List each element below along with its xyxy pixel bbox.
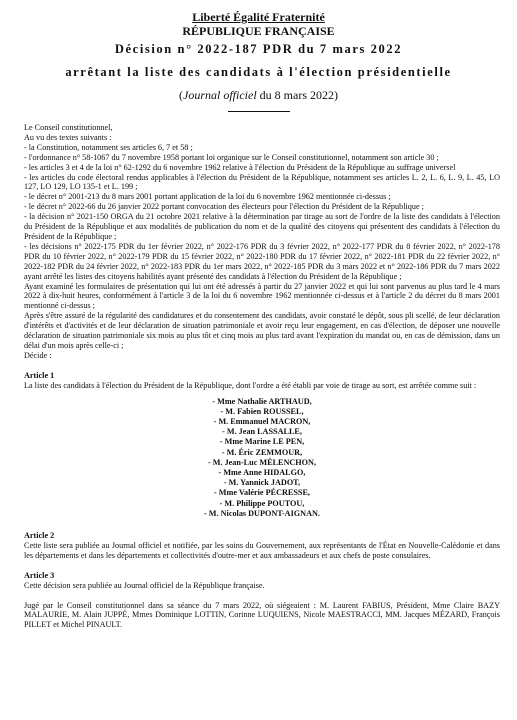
text-reference: - les articles 3 et 4 de la loi n° 62-1292 du 6 novembre 1962 relative à l'élection du Président de la République au suffrage universel bbox=[24, 162, 456, 172]
decides-line: Décide : bbox=[24, 350, 52, 360]
candidate-item: - Mme Marine LE PEN, bbox=[219, 437, 305, 447]
candidate-item: - M. Jean LASSALLE, bbox=[222, 427, 302, 437]
decision-title: Décision n° 2022-187 PDR du 7 mars 2022 bbox=[114, 42, 403, 56]
journal-date: du 8 mars 2022) bbox=[256, 88, 338, 102]
council-line: Le Conseil constitutionnel, bbox=[24, 123, 113, 132]
article-2-title: Article 2 bbox=[24, 531, 55, 540]
text-reference: - la Constitution, notamment ses articles 6, 7 et 58 ; bbox=[24, 142, 193, 152]
article-1-title: Article 1 bbox=[24, 370, 55, 380]
assured-paragraph: Après s'être assuré de la régularité des candidatures et du consentement des candidats, avoir constaté le dépôt, sous pli scellé, de leur déclaration d'intérêts et d'activités et de leur déclaration de situation patrimoniale et avoir reçu leur engagement, en cas d'élection, de déposer une nouvelle déclaration de situation patrimoniale six mois au plus tôt et cinq mois au plus tard avant l'expiration du mandat ou, en cas de démission, dans un délai d'un mois après celle-ci ; bbox=[24, 311, 500, 350]
republic-name: RÉPUBLIQUE FRANÇAISE bbox=[182, 24, 335, 38]
journal-name: Journal officiel bbox=[183, 88, 257, 102]
article-3-title: Article 3 bbox=[24, 570, 55, 580]
text-reference: - la décision n° 2021-150 ORGA du 21 octobre 2021 relative à la détermination par tirage au sort de l'ordre de la liste des candidats à l'élection du Président de la République et aux modalités de publication du nom et de la qualité des citoyens qui présentent des candidats à l'élection du Président de la République ; bbox=[24, 212, 500, 241]
seen-line: Au vu des textes suivants : bbox=[24, 132, 112, 142]
republic-motto: Liberté Égalité Fraternité bbox=[192, 10, 325, 24]
candidate-item: - Mme Valérie PÉCRESSE, bbox=[214, 488, 310, 498]
text-reference: - les décisions n° 2022-175 PDR du 1er février 2022, n° 2022-176 PDR du 3 février 2022, n° 2022-177 PDR du 8 février 2022, n° 2022-178 PDR du 10 février 2022, n° 2022-179 PDR du 15 février 2022, n° 2022-180 PDR du 17 février 2022, n° 2022-181 PDR du 22 février 2022, n° 2022-182 PDR du 24 février 2022, n° 2022-183 PDR du 1er mars 2022, n° 2022-185 PDR du 3 mars 2022 et n° 2022-186 PDR du 7 mars 2022 ayant arrêté les listes des citoyens habilités ayant présenté des candidats à l'élection du Président de la République ; bbox=[24, 241, 500, 281]
candidate-item: - M. Jean-Luc MÉLENCHON, bbox=[207, 457, 317, 467]
candidate-item: - Mme Nathalie ARTHAUD, bbox=[212, 396, 312, 406]
candidate-item: - M. Philippe POUTOU, bbox=[219, 498, 305, 508]
document-body bbox=[24, 123, 500, 630]
candidate-item: - Mme Anne HIDALGO, bbox=[218, 467, 306, 477]
candidate-item: - M. Fabien ROUSSEL, bbox=[220, 406, 304, 416]
document-header bbox=[0, 10, 517, 112]
candidate-item: - M. Nicolas DUPONT-AIGNAN. bbox=[204, 508, 320, 518]
examined-paragraph: Ayant examiné les formulaires de présentation qui lui ont été adressés à partir du 27 janvier 2022 et qui lui sont parvenus au plus tard le 4 mars 2022 à dix-huit heures, conformément à l'article 3 de la loi du 6 novembre 1962 mentionnée ci-dessus et à l'article 2 du décret du 8 mars 2001 mentionné ci-dessus ; bbox=[24, 281, 500, 311]
article-2-text: Cette liste sera publiée au Journal officiel et notifiée, par les soins du Gouvernement, aux représentants de l'État en Nouvelle-Calédonie et dans les départements et dans les départements et collectivités d'outre-mer et aux ambassadeurs et aux chefs de poste consulaires. bbox=[24, 540, 500, 560]
candidate-item: - M. Éric ZEMMOUR, bbox=[221, 447, 303, 457]
header-divider bbox=[228, 111, 290, 112]
signature-paragraph: Jugé par le Conseil constitutionnel dans sa séance du 7 mars 2022, où siégeaient : M. Laurent FABIUS, Président, Mme Claire BAZY MALAURIE, M. Alain JUPPÉ, Mmes Dominique LOTTIN, Corinne LUQUIENS, Nicole MAESTRACCI, MM. Jacques MÉZARD, François PILLET et Michel PINAULT. bbox=[24, 600, 500, 630]
text-reference: - le décret n° 2022-66 du 26 janvier 2022 portant convocation des électeurs pour l'élection du Président de la République ; bbox=[24, 202, 424, 212]
candidate-list bbox=[24, 397, 500, 519]
text-reference: - l'ordonnance n° 58-1067 du 7 novembre 1958 portant loi organique sur le Conseil constitutionnel, notamment son article 30 ; bbox=[24, 152, 439, 162]
candidate-item: - M. Yannick JADOT, bbox=[223, 478, 301, 488]
journal-reference bbox=[0, 87, 517, 103]
text-reference: - les articles du code électoral rendus applicables à l'élection du Président de la République, notamment ses articles L. 2, L. 6, L. 9, L. 45, LO 127, LO 129, LO 135-1 et L. 199 ; bbox=[24, 172, 500, 192]
decision-subject: arrêtant la liste des candidats à l'élection présidentielle bbox=[65, 65, 452, 79]
candidate-item: - M. Emmanuel MACRON, bbox=[213, 416, 311, 426]
article-3-text: Cette décision sera publiée au Journal officiel de la République française. bbox=[24, 580, 265, 590]
text-reference: - le décret n° 2001-213 du 8 mars 2001 portant application de la loi du 6 novembre 1962 mentionnée ci-dessus ; bbox=[24, 192, 391, 202]
journal-open: ( bbox=[179, 88, 183, 102]
article-1-text: La liste des candidats à l'élection du Président de la République, dont l'ordre a été établi par voie de tirage au sort, est arrêtée comme suit : bbox=[24, 380, 477, 390]
